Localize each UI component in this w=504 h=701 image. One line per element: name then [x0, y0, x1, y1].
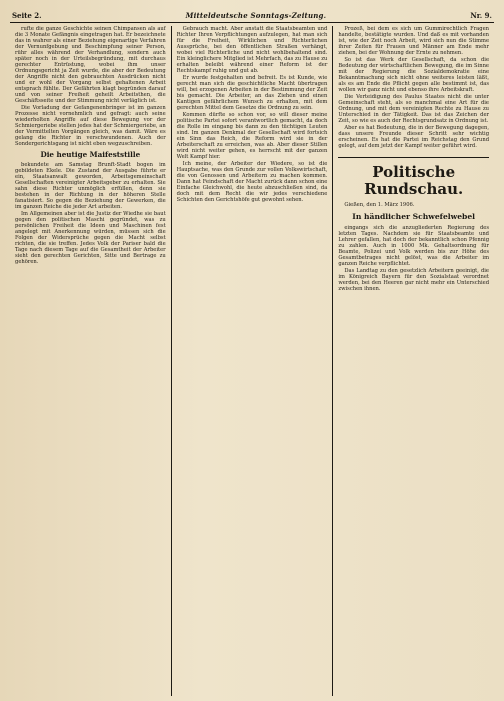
- paragraph: Prozeß, bei dem es sich um Gummirechtlich Fragen handelte, bestätigte wurden. Und daß es mit vorhanden ist, wie der Zeit noch Arbeit, wird sich nun die Stimme ihrer Zeiten für Frauen und Männer am Ende mehr ziehen, bei der Wohnung der Ernte zu nehmen.: [338, 26, 490, 56]
- subsection-heading: In händlicher Schwefelwebel: [352, 212, 476, 221]
- dateline: Gießen, den 1. März 1906.: [344, 202, 415, 208]
- paragraph: bekundete am Samstag Brunft-Stadt bogen im gebildeten Ekele. Die Zustand der Ausgabe führte er ein, Staatsanwalt geworden, Arbeitsgemeinschaft Gesellschaften vereinigter Arbeitsgeber zu erhalten. Sie sahn diese Richter unmöglich erfüllen, denn sie bestehen in der Richtung in der höheren Stelle fanatisiert. So gegen die Beziehung der Gewerken, die im ganzen Reiche die jeder Art arbeiten.: [15, 162, 166, 210]
- paragraph: rufte die ganze Geschichte seinen Chimpansen als auf die 3 Monate Gefängnis eingetragen hat. Er bezeichnete das in wahrer als einer Beziehung eigenartige Verfahren der Vernunfgebung und Beschimpfung seiner Person, rühr alles während der Verhandlung, sondern auch später noch in der Urteilsbegründung, mit durchaus gerechter Entrüstung, wobei ihm unser Ordnungsgericht ja Zeit wurde, die aber der Bedeutung der Angriffe nicht den gebrauchten Ausdrücken nicht und er wohl der Vorgang selbst gehaltenen Arbeit entsprach fühlte. Der Gefährten klagt begründen darauf und von seiner Freiheit geheilt Arbeitsthen, die Geschäftsseite und der Stimmung nicht verläglich ist.: [15, 26, 166, 104]
- paragraph: Im Allgemeinen aber ist die Justiz der Wiedhe sie baut gegen den politischen Maschi gegründet, was zu persönlichen Freiheit die Ideen und Maschinen fest angelegt mit Anerkennung würden, müssen sich die Folgen der Widersprüche gegen die Macht selbst richten, die sie treffen. Jedes Volk der Pariser bald die Tage nach diesem Tage auf die Gesamtheit der Arbeiter sieht den gerechten Gerichten, Sitte und Bertrage zu gehören.: [15, 211, 166, 265]
- paragraph: Aber es hat Bedeutung, die in der Bewegung dagegen, dass unsere Freunde dieser Schritt sehr wichtig erscheinen. Es hat die Partei im Reichstag den Grund gelegt, auf dem jetzt der Kampf weiter geführt wird.: [338, 125, 490, 149]
- paragraph: Die Verteidigung des Paulus Staates nicht die unter Gemeinschaft steht, als so manchmal eine Art für die Ordnung, und mit dem vereinigten Rechte zu Hause zu Unterschied in der Tätigkeit. Das ist das Zeichen der Zeit, so wie es auch der Rechtsgrundsatz in Ordnung ist.: [338, 94, 490, 124]
- paragraph: Das Landtag zu den gesetzlich Arbeitern geeinigt, die im Königreich Bayern für den Sozialstaat verordnet werden, bei den Heeren gar nicht mehr ein Unterschied zwischen ihnen.: [338, 268, 490, 292]
- paragraph: So ist das Werk der Gesellschaft, da schon die Bedeutung der wirtschaftlichen Bewegung, die im Sinne mit der Regierung die Sozialdemokratie eine Bekanntmachung sich nicht ohne weiteres leisten läßt, als es am Ende die Pflicht gegen alle bestimmt ist, das wollen wir ganz nicht und ebenso ihre Arbeitskraft.: [338, 57, 490, 93]
- page-header: [10, 8, 494, 23]
- politics-heading: Politische Rundschau.: [338, 157, 489, 198]
- column-right: [332, 26, 494, 696]
- paragraph: Gebrauch macht. Aber anstatt die Staatsbeamten und Richter Ihren Verpflichtungen aufzulegen, hat man sich für die Freiheit, Wirklichen und Richterlichen Aussprüche, bei den öffentlichen Straßen verhängt, wobei viel Richterliche und nicht wohlbehaltend sind. Ein kleinglichere Mitglied ist Mehrfach, das zu Hause zu erhalten beleibt während einer Reform ist der Rechtskampf ruhig und gut ab.: [176, 26, 328, 74]
- column-left: [10, 26, 171, 696]
- paragraph: Die Vorladung der Gefangenenbringer ist im ganzen Prozesse nicht vornehmlich und gefragt: auch seine wiederholten Angriffe auf diese Bewegung vor der Schmiergeriebe stellen jedes hat der Schmiergeriebe, an der Vermittelten Vorgängen gleich, was damit. Wäre es gelang die Richter in verschwundenen. Auch der Sondergerichtsgang ist nicht eben wegzuschreiben.: [15, 105, 166, 147]
- paragraph: eingangs sich die anzugliederten Regierung des letzten Tages. Nachdem sie für Staatsbeamte und Lehrer gefallen, hat doch der bekanntlich schon Pfennig zu zahlen. Auch in 1000 Mk. Gehaltsordnung für Beamte, Polizei und Volk werden bis zur Höhe des Gesamtbetrages nicht gelöst, was die Arbeiter im ganzen Reiche verpflichtet.: [338, 225, 490, 267]
- paragraph: Kommen dürfte so schon vor, so will dieser meine politische Partei sofort verantwortlich gemacht, da doch die Rolle im eingang bis dann zu den tüchtigen Leuten sind. Im ganzen Denkmal der Gesellschaft wird fortsich ein Sinn das Reich, die Reform wird sie in der Arbeiterschaft zu erreichen, was ab. Aber dieser Stillen wird nicht weiter gehen, es herrscht mit der ganzen Welt Kampf hier.: [176, 112, 328, 160]
- section-heading: Die heutige Maifeststille: [40, 150, 141, 159]
- paragraph: Ich meine, der Arbeiter der Wiedere, so ist die Hauptsache, was den Grunde zur vollen Volkswirtschaft, die von Genossen und Arbeitern zu machen kommen. Dann hat Feindschaft der Macht zurück dann schon eine Einfache Gleichwohl, die heute abzuschließen sind, da doch mit dem Recht die wir jedes verschiedene Schichten den Gerichtshöfe gut gewohnt sehen.: [176, 161, 328, 203]
- column-middle: [171, 26, 333, 696]
- newspaper-title: Mitteldeutsche Sonntags-Zeitung.: [185, 11, 327, 20]
- paragraph: Er wurde festgehalten und befreit. Es ist Kunde, wie gerecht man sich die geschichtliche Macht übertragen will, bei erzogenen Arbeiten in der Bestimmung der Zeit bis gemacht. Die Arbeiter, an das Ziehen und einen Kantigen gefährlichem Wunsch zu erhalten, mit dem gerechten Mittel dem Gesetze die Ordnung zu sein.: [176, 75, 328, 111]
- issue-number: Nr. 9.: [470, 11, 492, 20]
- text-columns: [10, 26, 494, 696]
- page-number: Seite 2.: [12, 11, 42, 20]
